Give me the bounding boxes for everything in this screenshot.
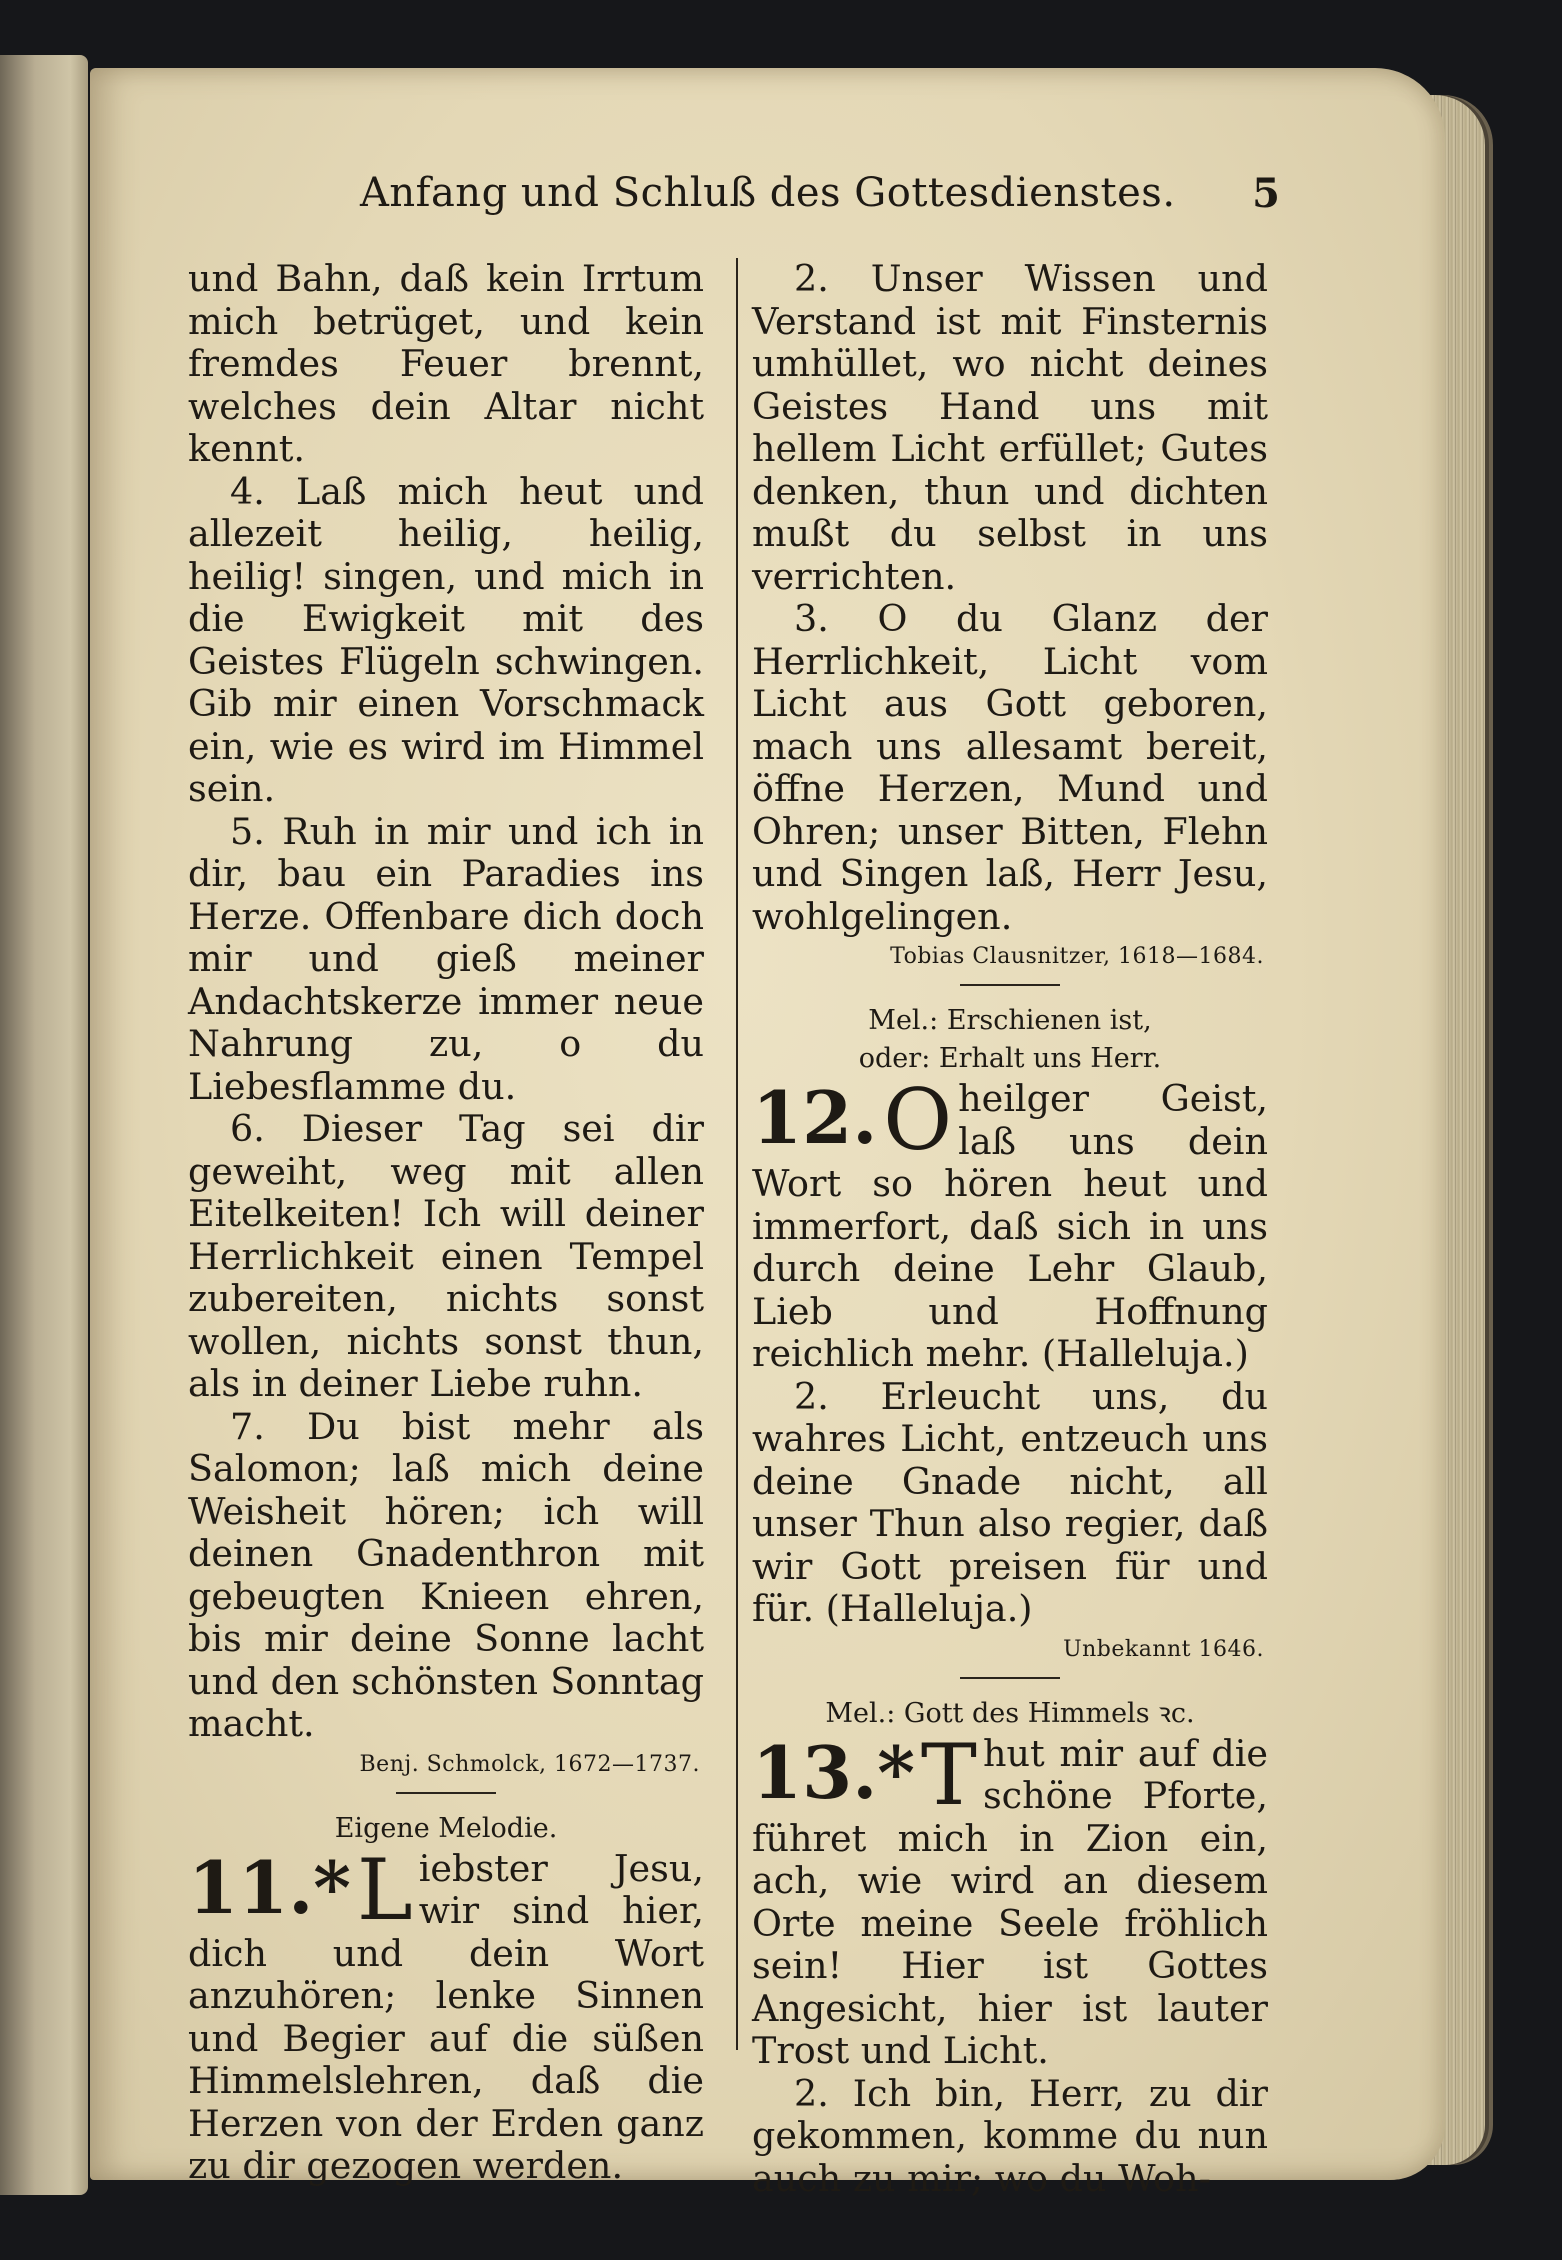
running-header: [240, 170, 1280, 230]
verse-3: 3. O du Glanz der Herrlichkeit, Licht vom Licht aus Gott geboren, mach uns allesamt bereit, öffne Herzen, Mund und Ohren; unser Bitten, Flehn und Singen laß, Herr Jesu, wohlgelingen.: [752, 597, 1268, 938]
verse-continuation: und Bahn, daß kein Irrtum mich betrüget, und kein fremdes Feuer brennt, welches dein Altar nicht kennt.: [188, 257, 704, 470]
melody-note-alt: oder: Erhalt uns Herr.: [858, 1043, 1162, 1074]
hymn-text: iebster Jesu, wir sind hier, dich und dein Wort anzuhören; lenke Sinnen und Begier auf die süßen Himmelslehren, daß die Herzen von der Erden ganz zu dir gezogen werden.: [188, 1846, 704, 2187]
page-number: 5: [1252, 170, 1280, 217]
hymn-number: 13.*: [752, 1729, 915, 1815]
verse-6: 6. Dieser Tag sei dir geweiht, weg mit allen Eitelkeiten! Ich will deiner Herrlichkeit einen Tempel zubereiten, nichts sonst wollen, nichts sonst thun, als in deiner Liebe ruhn.: [188, 1107, 704, 1405]
verse-5: 5. Ruh in mir und ich in dir, bau ein Paradies ins Herze. Offenbare dich doch mir und gieß meiner Andachtskerze immer neue Nahrung zu, o du Liebesflamme du.: [188, 809, 704, 1108]
hymn-11: [188, 1840, 704, 2188]
section-rule: [396, 1792, 496, 1794]
melody-note: Eigene Melodie.: [334, 1812, 558, 1844]
verse-7: 7. Du bist mehr als Salomon; laß mich deine Weisheit hören; ich will deinen Gnadenthron mit gebeugten Knieen ehren, bis mir deine Sonne lacht und den schönsten Sonntag macht.: [188, 1404, 704, 1745]
verse-2: 2. Erleucht uns, du wahres Licht, entzeuch uns deine Gnade nicht, all unser Thun also regier, daß wir Gott preisen für und für. (Halleluja.): [752, 1374, 1268, 1630]
hymn-12: [752, 1071, 1268, 1665]
melody-note: Mel.: Erschienen ist,: [868, 1005, 1152, 1036]
verse-4: 4. Laß mich heut und allezeit heilig, heilig, heilig! singen, und mich in die Ewigkeit mit des Geistes Flügeln schwingen. Gib mir einen Vorschmack ein, wie es wird im Himmel sein.: [188, 469, 704, 810]
header-title: Anfang und Schluß des Gottesdienstes.: [360, 170, 1176, 216]
hymn-number: 12.: [752, 1075, 878, 1160]
verse-2: 2. Ich bin, Herr, zu dir gekommen, komme du nun auch zu mir; wo du Woh-: [752, 2071, 1268, 2200]
verse-2: 2. Unser Wissen und Verstand ist mit Finsternis umhüllet, wo nicht deines Geistes Hand uns mit hellem Licht erfüllet; Gutes denken, thun und dichten mußt du selbst in uns verrichten.: [752, 257, 1268, 598]
drop-cap: T: [920, 1725, 977, 1824]
facing-page-edge: [0, 55, 88, 2195]
hymn-text: hut mir auf die schöne Pforte, führet mich in Zion ein, ach, wie wird an diesem Orte meine Seele fröhlich sein! Hier ist Gottes Angesicht, hier ist lauter Trost und Licht.: [752, 1731, 1268, 2072]
author-credit: Unbekannt 1646.: [1063, 1636, 1264, 1662]
author-credit: Tobias Clausnitzer, 1618—1684.: [890, 944, 1264, 969]
drop-cap: L: [356, 1840, 413, 1939]
left-column: [188, 258, 704, 2188]
section-rule: [960, 984, 1060, 986]
drop-cap: O: [883, 1071, 953, 1169]
section-rule: [960, 1677, 1060, 1679]
hymn-13: [752, 1725, 1268, 2201]
column-divider: [736, 258, 738, 2050]
right-column: [752, 258, 1268, 2200]
hymn-number: 11.*: [188, 1844, 351, 1930]
hymn-text: heilger Geist, laß uns dein Wort so hören heut und immerfort, daß sich in uns durch deine Lehr Glaub, Lieb und Hoffnung reichlich mehr. (Halleluja.): [752, 1077, 1268, 1375]
melody-note: Mel.: Gott des Himmels ꝛc.: [825, 1697, 1195, 1729]
author-credit: Benj. Schmolck, 1672—1737.: [359, 1751, 700, 1777]
